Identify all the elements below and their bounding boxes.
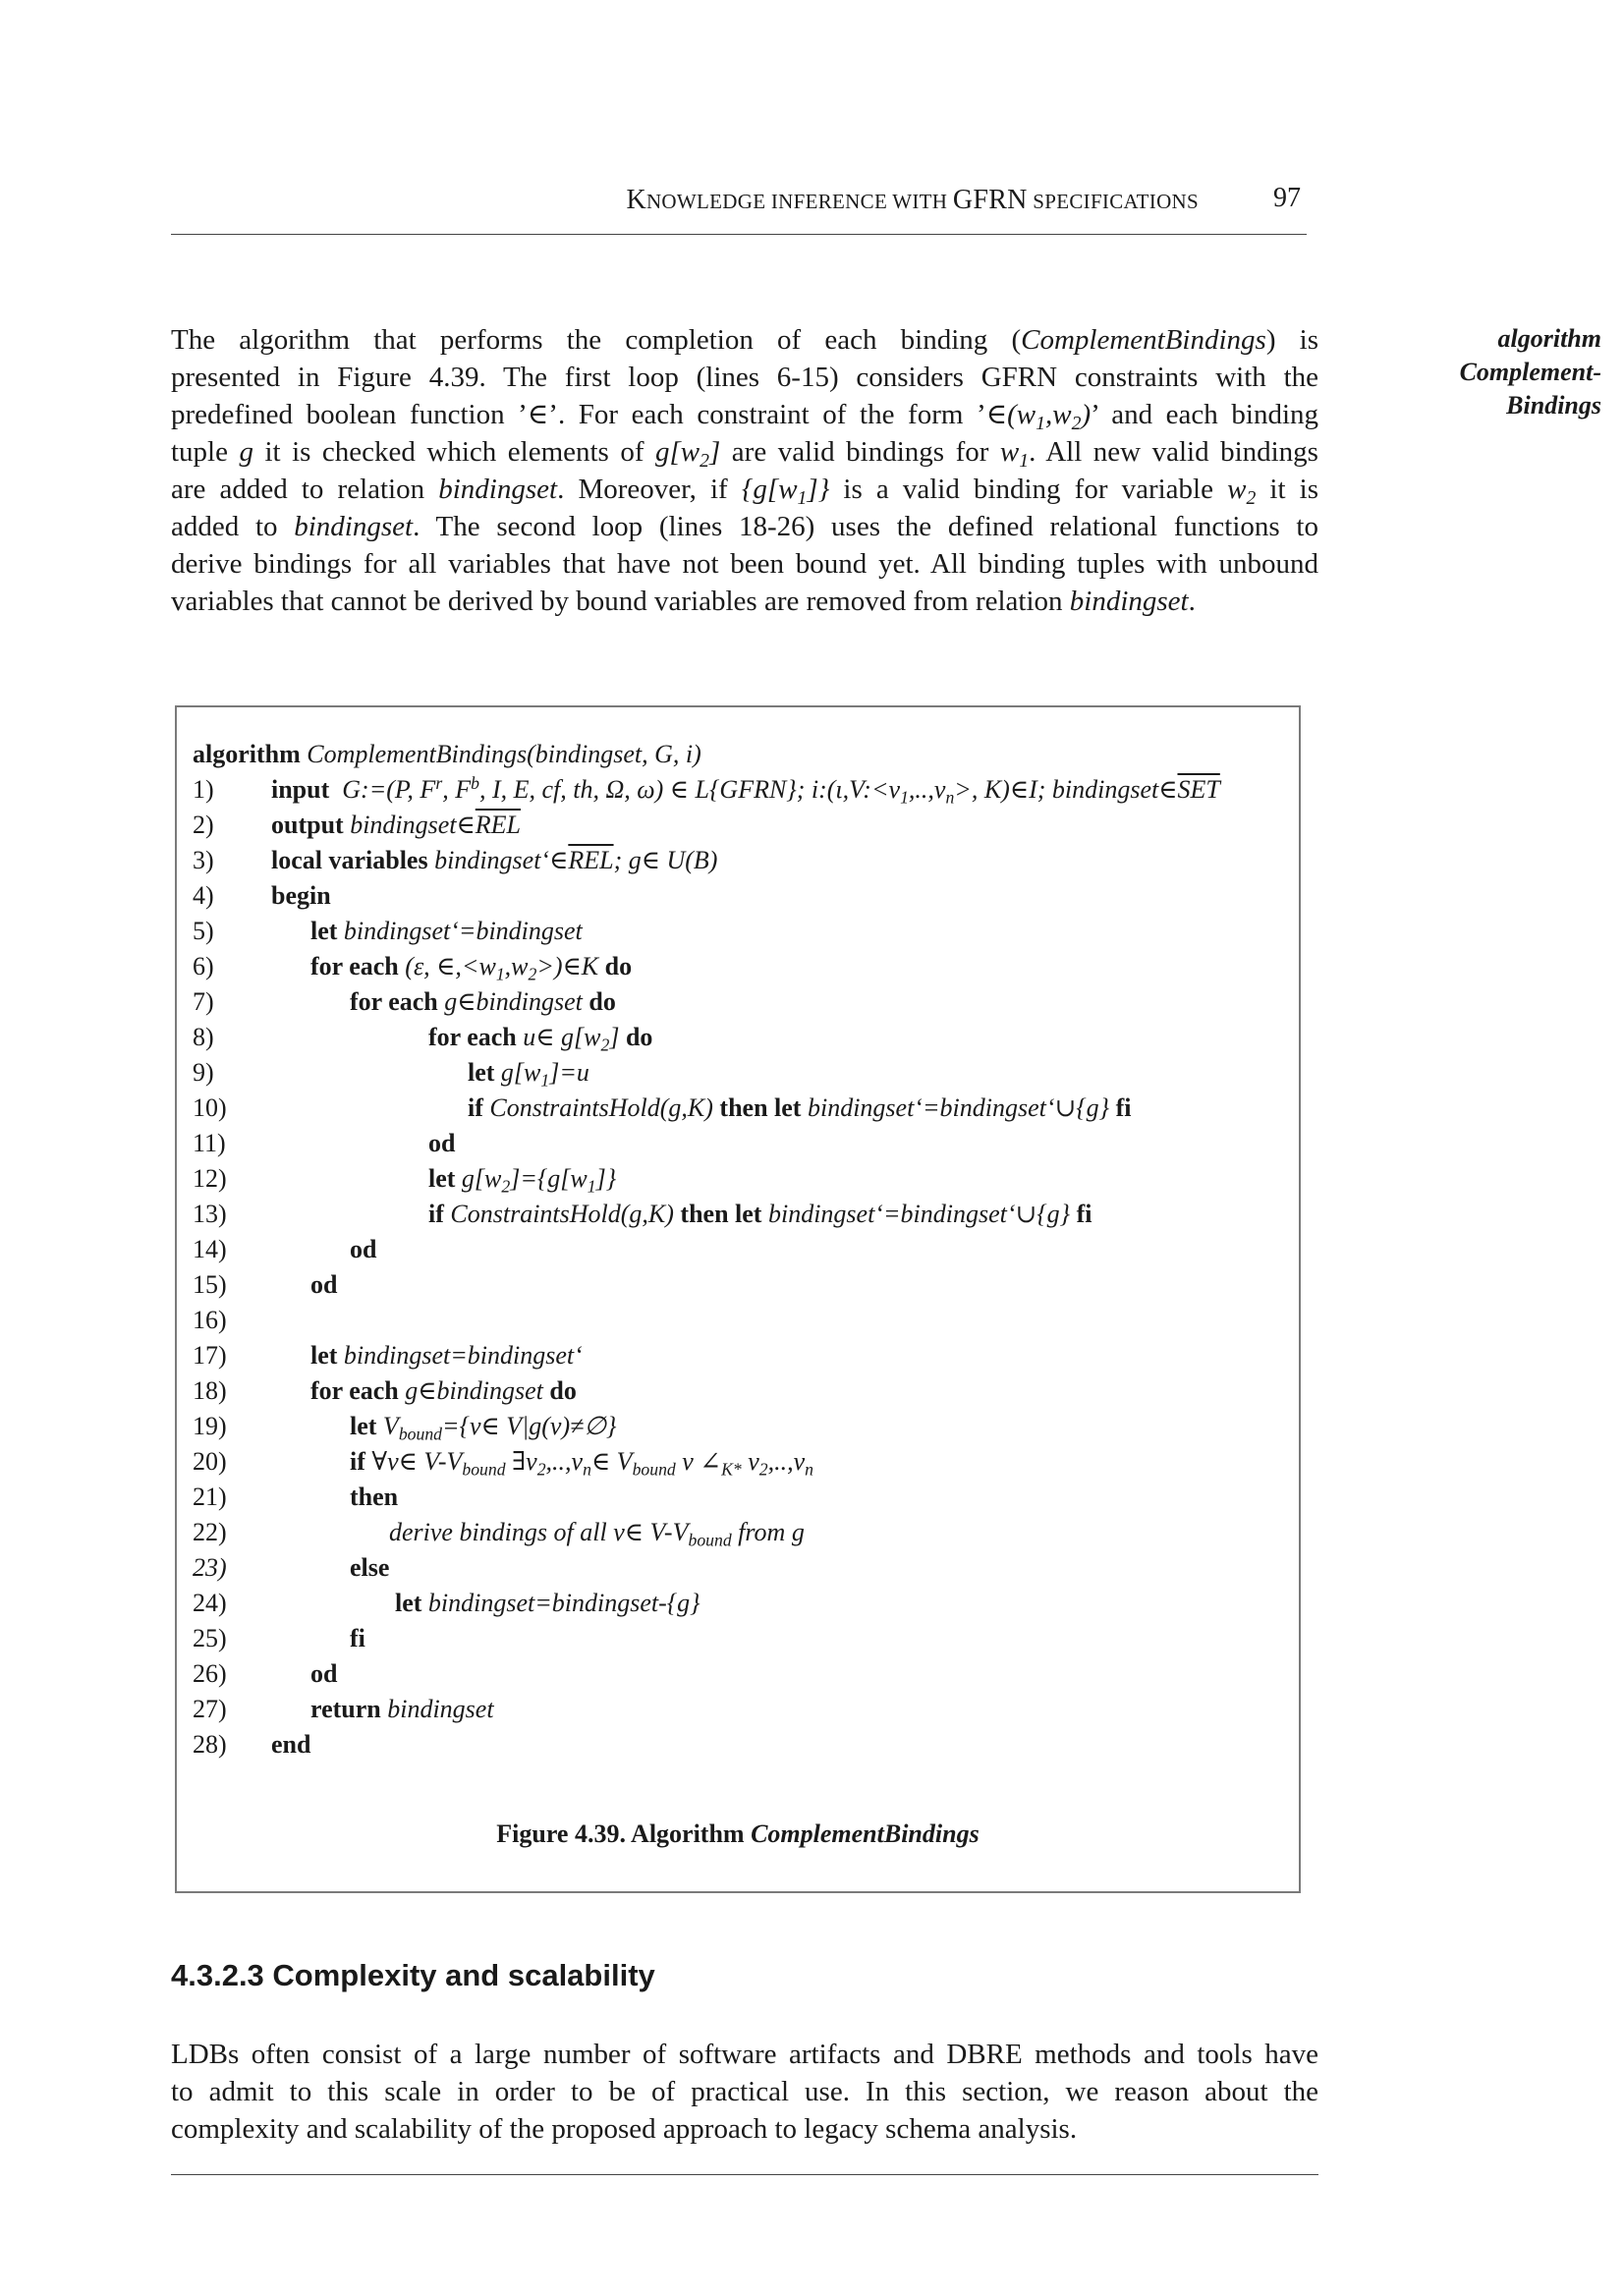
paragraph-line: The algorithm that performs the completion of each binding (ComplementBindings) is bbox=[171, 324, 1318, 356]
intro-paragraph bbox=[171, 321, 1318, 620]
paragraph-line: are added to relation bindingset. Moreover, if $\{g[w_1]\}$ is a valid binding for variable $w_2$ it is bbox=[171, 474, 1318, 509]
paragraph-line: derive bindings for all variables that have not been bound yet. All binding tuples with unbound bbox=[171, 548, 1318, 580]
paragraph-line: predefined boolean function ’∈’. For each constraint of the form $’\in(w_1,w_2)$’ and each binding bbox=[171, 399, 1318, 434]
margin-note: algorithm Complement- Bindings bbox=[1459, 324, 1601, 420]
running-header bbox=[171, 185, 1307, 235]
algorithm-header: algorithm ComplementBindings(bindingset, G, i) bbox=[193, 740, 701, 768]
paragraph-line: tuple g it is checked which elements of $g[w_2]$ are valid bindings for $w_1$. All new valid bindings bbox=[171, 436, 1318, 472]
bottom-rule bbox=[171, 2174, 1318, 2175]
paragraph-line: LDBs often consist of a large number of software artifacts and DBRE methods and tools have bbox=[171, 2039, 1318, 2070]
section-heading: 4.3.2.3 Complexity and scalability bbox=[171, 1958, 655, 1992]
paragraph-line: complexity and scalability of the proposed approach to legacy schema analysis. bbox=[171, 2113, 1078, 2145]
running-header-title: KNOWLEDGE INFERENCE WITH GFRN SPECIFICATIONS bbox=[626, 185, 1199, 215]
section-paragraph bbox=[171, 2036, 1318, 2148]
paragraph-line: added to bindingset. The second loop (lines 18-26) uses the defined relational functions to bbox=[171, 511, 1318, 542]
page-number: 97 bbox=[1273, 183, 1301, 213]
paragraph-line: to admit to this scale in order to be of practical use. In this section, we reason about the bbox=[171, 2076, 1318, 2107]
paragraph-line: variables that cannot be derived by bound variables are removed from relation bindingset. bbox=[171, 586, 1196, 617]
paragraph-line: presented in Figure 4.39. The first loop (lines 6-15) considers GFRN constraints with the bbox=[171, 362, 1318, 393]
figure-caption: Figure 4.39. Algorithm ComplementBindings bbox=[496, 1819, 980, 1848]
